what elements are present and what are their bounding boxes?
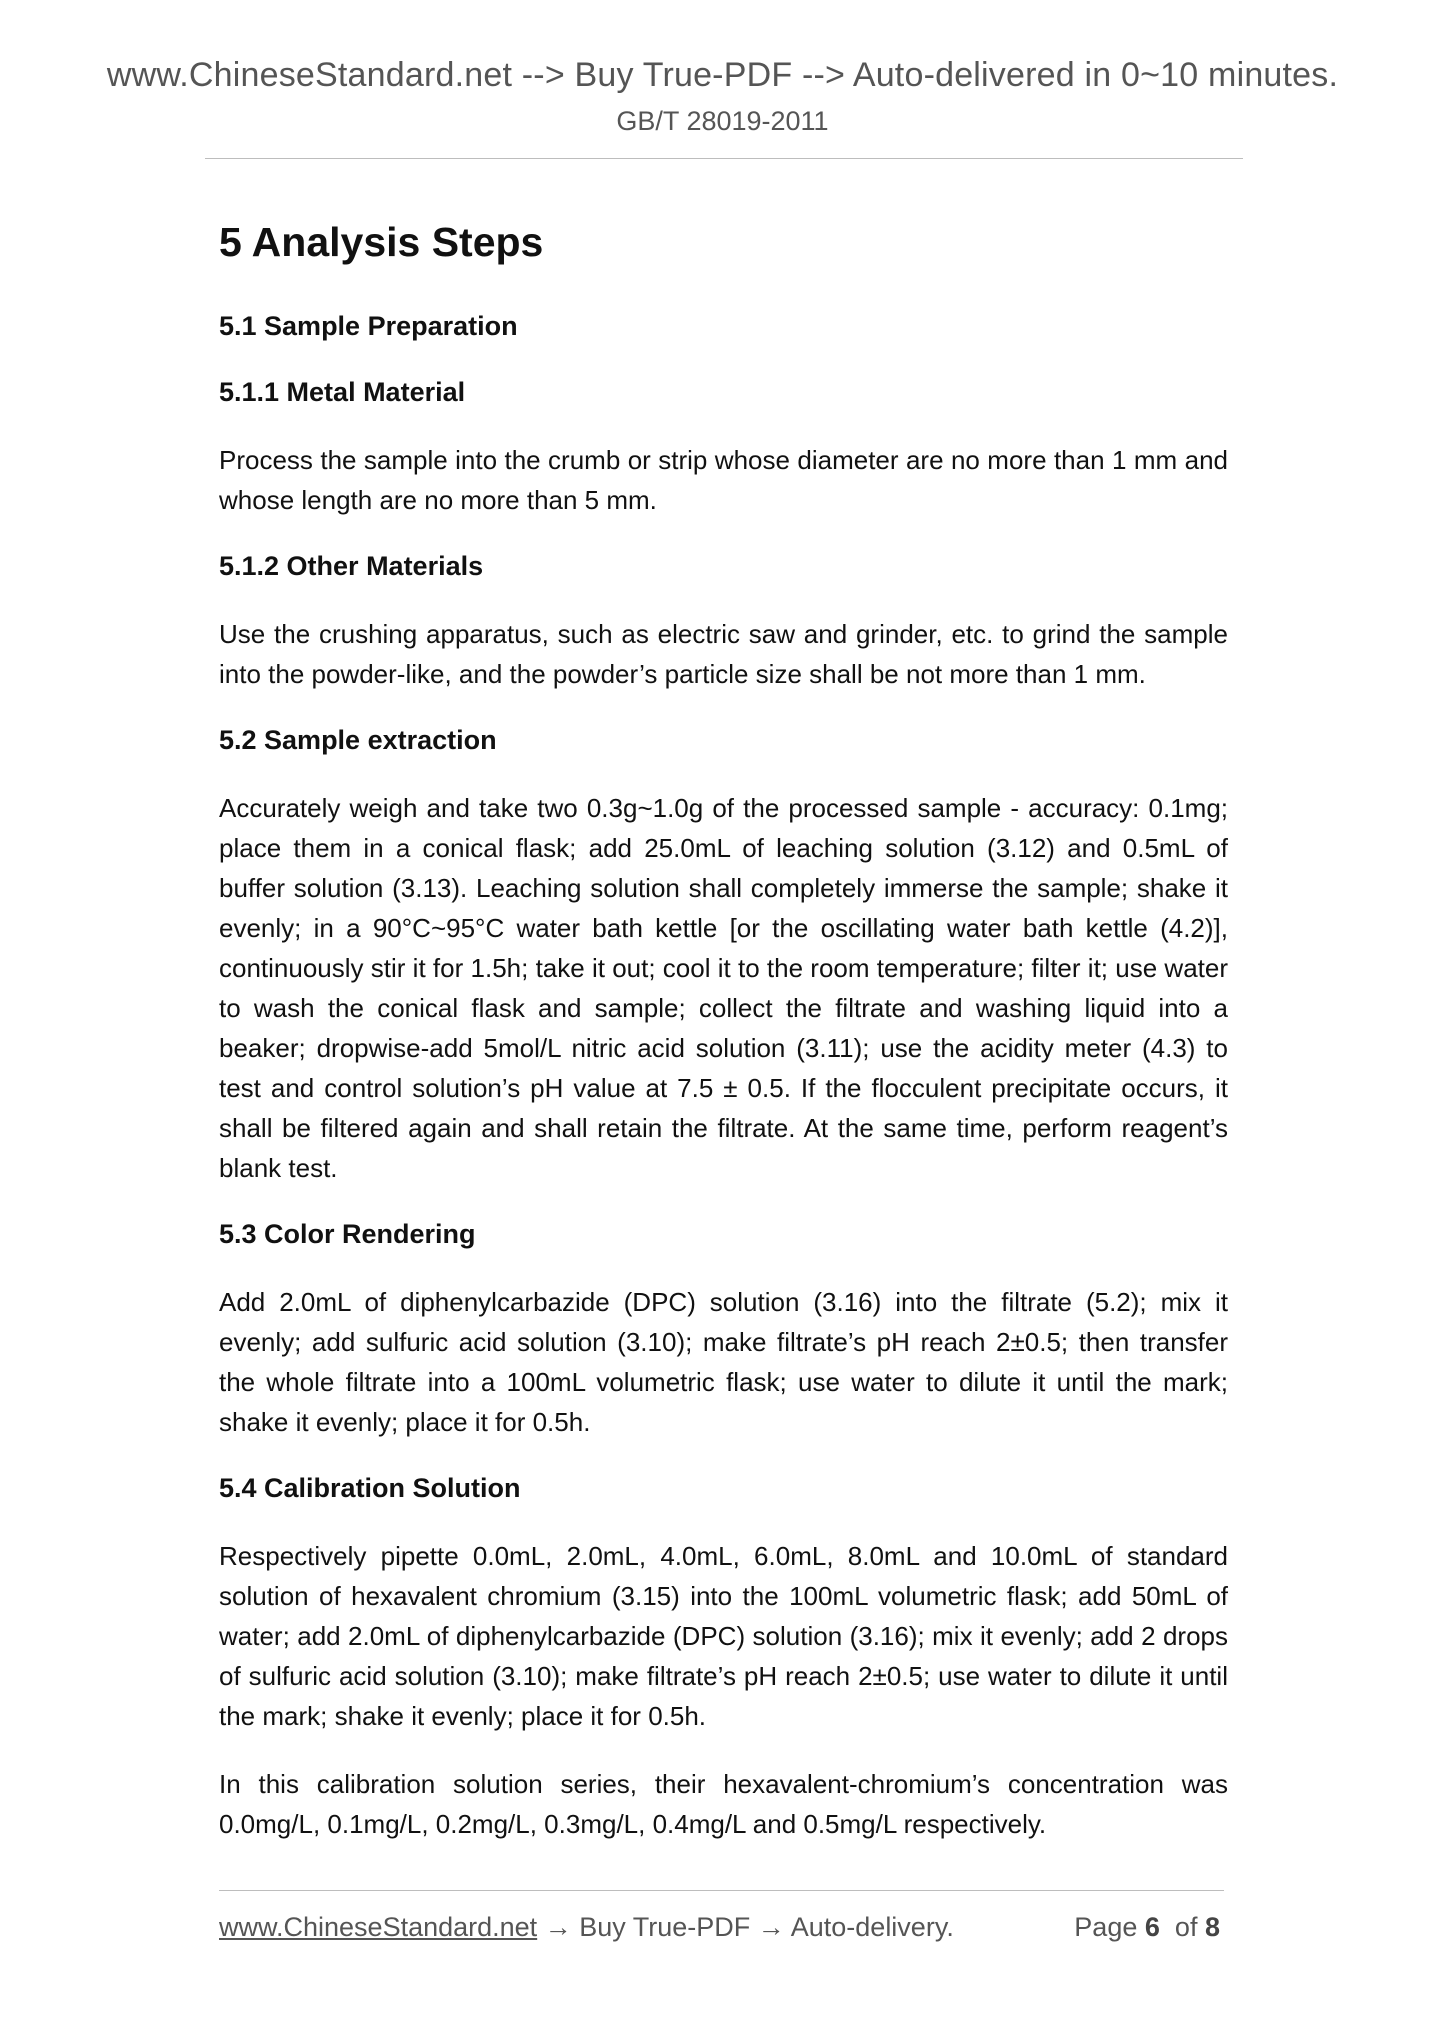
footer-divider [219,1890,1224,1891]
paragraph-5-4-a: Respectively pipette 0.0mL, 2.0mL, 4.0mL, 6.0mL, 8.0mL and 10.0mL of standard solution of hexavalent chromium (3.15) into the 100mL volumetric flask; add 50mL of water; add 2.0mL of diphenylcarbazide (DPC) solution (3.16); mix it evenly; add 2 drops of sulfuric acid solution (3.10); make filtrate’s pH reach 2±0.5; use water to dilute it until the mark; shake it evenly; place it for 0.5h. [219,1541,1228,1731]
heading-5-1-1: 5.1.1 Metal Material [219,377,466,407]
page-total: 8 [1204,1912,1220,1942]
header-divider [205,158,1243,159]
page-current: 6 [1144,1912,1160,1942]
heading-5-1-2: 5.1.2 Other Materials [219,551,484,581]
footer-site-link[interactable]: www.ChineseStandard.net [219,1912,538,1942]
footer-left [219,1912,954,1943]
paragraph-5-4-b: In this calibration solution series, their hexavalent-chromium’s concentration was 0.0mg/L, 0.1mg/L, 0.2mg/L, 0.3mg/L, 0.4mg/L and 0.5mg/L respectively. [219,1769,1228,1839]
heading-5-2: 5.2 Sample extraction [219,725,497,755]
standard-code: GB/T 28019-2011 [616,106,829,136]
heading-5-4: 5.4 Calibration Solution [219,1473,521,1503]
page-of: of [1174,1912,1198,1942]
heading-5-3: 5.3 Color Rendering [219,1219,476,1249]
page-content [219,216,1228,1872]
footer-tagline: → Buy True-PDF → Auto-delivery. [537,1912,954,1942]
heading-5-1: 5.1 Sample Preparation [219,311,518,341]
header-banner: www.ChineseStandard.net --> Buy True-PDF --> Auto-delivered in 0~10 minutes. [106,56,1339,94]
paragraph-5-2: Accurately weigh and take two 0.3g~1.0g of the processed sample - accuracy: 0.1mg; place them in a conical flask; add 25.0mL of leaching solution (3.12) and 0.5mL of buffer solution (3.13). Leaching solution shall completely immerse the sample; shake it evenly; in a 90°C~95°C water bath kettle [or the oscillating water bath kettle (4.2)], continuously stir it for 1.5h; take it out; cool it to the room temperature; filter it; use water to wash the conical flask and sample; collect the filtrate and washing liquid into a beaker; dropwise-add 5mol/L nitric acid solution (3.11); use the acidity meter (4.3) to test and control solution’s pH value at 7.5 ± 0.5. If the flocculent precipitate occurs, it shall be filtered again and shall retain the filtrate. At the same time, perform reagent’s blank test. [219,793,1228,1183]
paragraph-5-1-1: Process the sample into the crumb or strip whose diameter are no more than 1 mm and whose length are no more than 5 mm. [219,445,1228,515]
paragraph-5-1-2: Use the crushing apparatus, such as electric saw and grinder, etc. to grind the sample into the powder-like, and the powder’s particle size shall be not more than 1 mm. [219,619,1228,689]
page-indicator [1074,1912,1220,1943]
paragraph-5-3: Add 2.0mL of diphenylcarbazide (DPC) solution (3.16) into the filtrate (5.2); mix it evenly; add sulfuric acid solution (3.10); make filtrate’s pH reach 2±0.5; then transfer the whole filtrate into a 100mL volumetric flask; use water to dilute it until the mark; shake it evenly; place it for 0.5h. [219,1287,1228,1437]
section-title: 5 Analysis Steps [219,219,544,265]
page-label: Page [1074,1912,1138,1942]
